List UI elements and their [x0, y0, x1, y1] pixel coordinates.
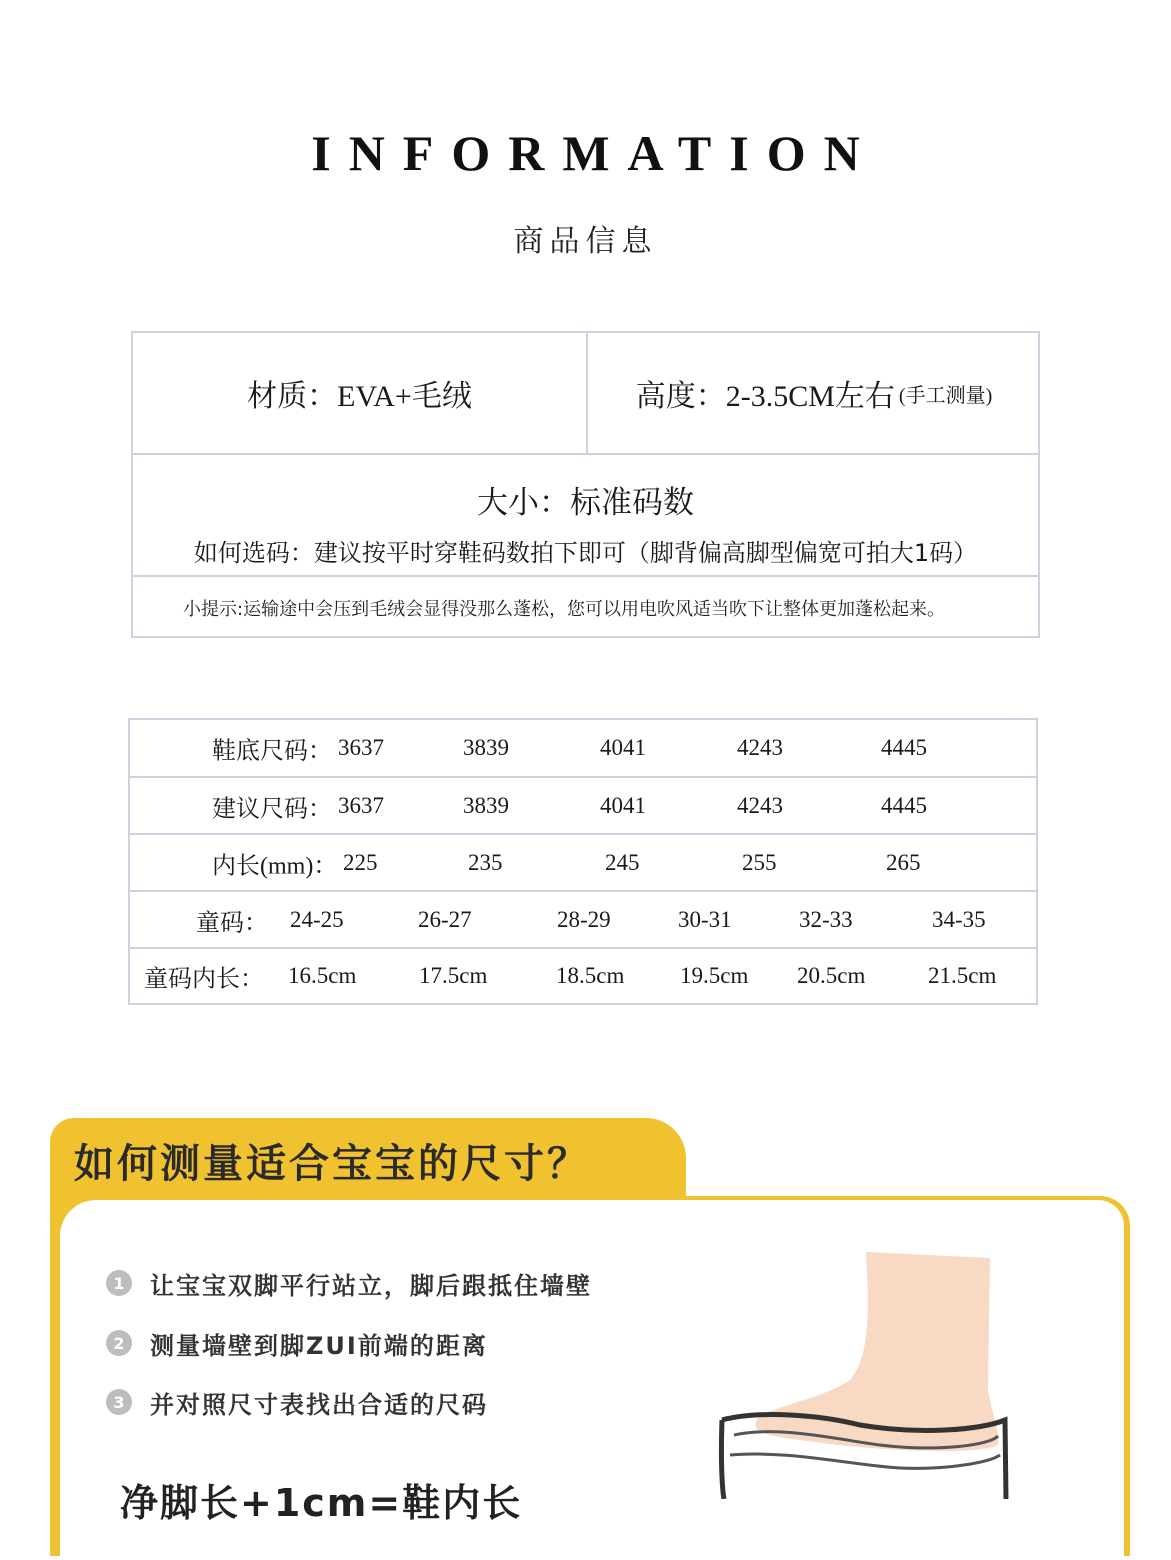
table-row [130, 949, 1036, 1003]
info-row-tip [133, 577, 1038, 638]
table-cell: 21.5cm [928, 963, 997, 988]
table-cell: 16.5cm [288, 963, 357, 988]
info-row-material-height [133, 333, 1038, 455]
table-cell: 4041 [600, 735, 646, 760]
table-row [130, 892, 1036, 949]
table-cell: 3637 [338, 735, 384, 760]
measure-formula: 净脚长+1cm=鞋内长 [120, 1481, 523, 1525]
size-title: 大小：标准码数 [477, 485, 694, 521]
kids-size-label: 童码： [196, 908, 268, 936]
page-title: INFORMATION [311, 125, 878, 181]
table-cell: 19.5cm [680, 963, 749, 988]
table-cell: 255 [742, 849, 777, 875]
height-text: 高度：2-3.5CM左右 [635, 380, 895, 413]
table-cell: 4445 [881, 792, 927, 818]
measure-step-3 [106, 1385, 488, 1419]
table-cell: 24-25 [290, 906, 344, 932]
table-cell: 235 [468, 849, 503, 875]
step-number-icon: 1 [106, 1270, 132, 1296]
step-text: 测量墙壁到脚ZUI前端的距离 [150, 1331, 488, 1360]
step-text: 并对照尺寸表找出合适的尺码 [150, 1390, 488, 1419]
size-how-to-choose: 如何选码：建议按平时穿鞋码数拍下即可（脚背偏高脚型偏宽可拍大1码） [193, 539, 978, 567]
page-subtitle: 商品信息 [513, 224, 658, 259]
measure-step-1 [106, 1266, 592, 1300]
table-row [130, 720, 1036, 778]
table-cell: 3839 [463, 792, 509, 818]
table-cell: 18.5cm [556, 963, 625, 988]
foot-in-shoe-illustration [700, 1240, 1040, 1499]
table-cell: 4041 [600, 792, 646, 818]
sole-size-label: 鞋底尺码： [212, 736, 332, 765]
table-cell: 30-31 [678, 906, 732, 932]
table-row [130, 778, 1036, 835]
info-row-size [133, 455, 1038, 577]
table-cell: 3839 [463, 735, 509, 760]
size-table [128, 718, 1038, 1005]
table-row [130, 835, 1036, 892]
tip-text: 小提示:运输途中会压到毛绒会显得没那么蓬松，您可以用电吹风适当吹下让整体更加蓬松起来。 [183, 599, 946, 620]
table-cell: 4243 [737, 735, 783, 760]
table-cell: 32-33 [799, 906, 853, 932]
table-cell: 4243 [737, 792, 783, 818]
measure-step-2 [106, 1326, 488, 1360]
table-cell: 245 [605, 849, 640, 875]
table-cell: 28-29 [557, 906, 611, 932]
inner-length-label: 内长(mm)： [212, 853, 338, 879]
height-cell [588, 333, 1040, 453]
product-info-box [131, 331, 1040, 638]
kids-inner-length-label: 童码内长： [144, 964, 264, 993]
suggest-size-label: 建议尺码： [212, 794, 332, 822]
table-cell: 34-35 [932, 906, 986, 932]
table-cell: 225 [343, 849, 378, 875]
table-cell: 4445 [881, 735, 927, 760]
table-cell: 20.5cm [797, 963, 866, 988]
height-note: (手工测量) [898, 384, 993, 407]
foot-icon [755, 1252, 998, 1451]
table-cell: 17.5cm [419, 963, 488, 988]
table-cell: 26-27 [418, 906, 472, 932]
table-cell: 265 [886, 849, 921, 875]
table-cell: 3637 [338, 792, 384, 818]
measure-title: 如何测量适合宝宝的尺寸？ [74, 1141, 590, 1187]
material-cell: 材质：EVA+毛绒 [247, 380, 472, 413]
step-text: 让宝宝双脚平行站立，脚后跟抵住墙壁 [150, 1271, 592, 1300]
step-number-icon: 3 [106, 1389, 132, 1415]
step-number-icon: 2 [106, 1330, 132, 1356]
